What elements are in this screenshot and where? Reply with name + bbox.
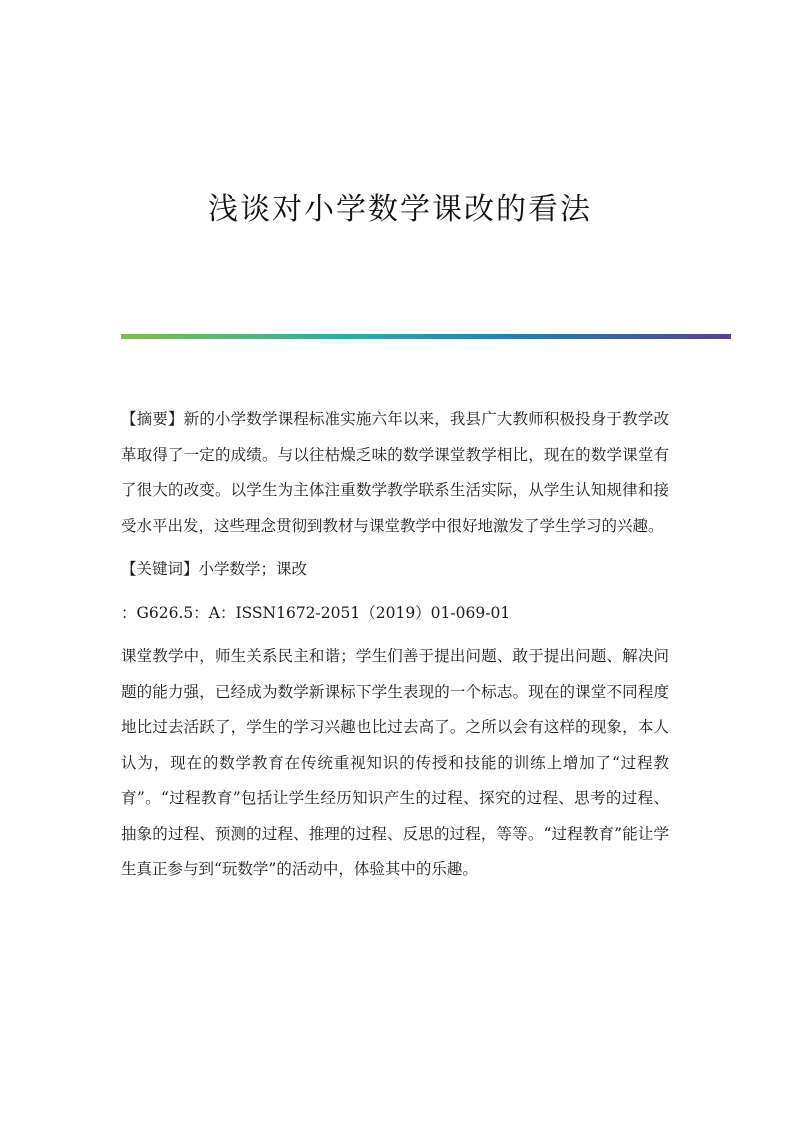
keywords-paragraph	[121, 552, 669, 588]
page-title: 浅谈对小学数学课改的看法	[208, 192, 592, 227]
abstract-paragraph	[121, 402, 669, 544]
abstract-text: 新的小学数学课程标准实施六年以来，我县广大教师积极投身于教学改革取得了一定的成绩。与以往枯燥乏味的数学课堂教学相比，现在的数学课堂有了很大的改变。以学生为主体注重数学教学联系生活实际，从学生认知规律和接受水平出发，这些理念贯彻到教材与课堂教学中很好地激发了学生学习的兴趣。	[121, 410, 669, 535]
keywords-label: 【关键词】	[121, 560, 199, 578]
body-paragraph: 课堂教学中，师生关系民主和谐；学生们善于提出问题、敢于提出问题、解决问题的能力强，已经成为数学新课标下学生表现的一个标志。现在的课堂不同程度地比过去活跃了，学生的学习兴趣也比过去高了。之所以会有这样的现象，本人认为，现在的数学教育在传统重视知识的传授和技能的训练上增加了“过程教育”。“过程教育”包括让学生经历知识产生的过程、探究的过程、思考的过程、抽象的过程、预测的过程、推理的过程、反思的过程，等等。“过程教育”能让学生真正参与到“玩数学”的活动中，体验其中的乐趣。	[121, 647, 669, 878]
keywords-text: 小学数学；课改	[198, 560, 308, 578]
title-divider	[121, 334, 731, 339]
abstract-label: 【摘要】	[121, 410, 184, 428]
classification-line: ：G626.5：A：ISSN1672-2051（2019）01-069-01	[121, 603, 511, 622]
article-content	[121, 402, 669, 896]
